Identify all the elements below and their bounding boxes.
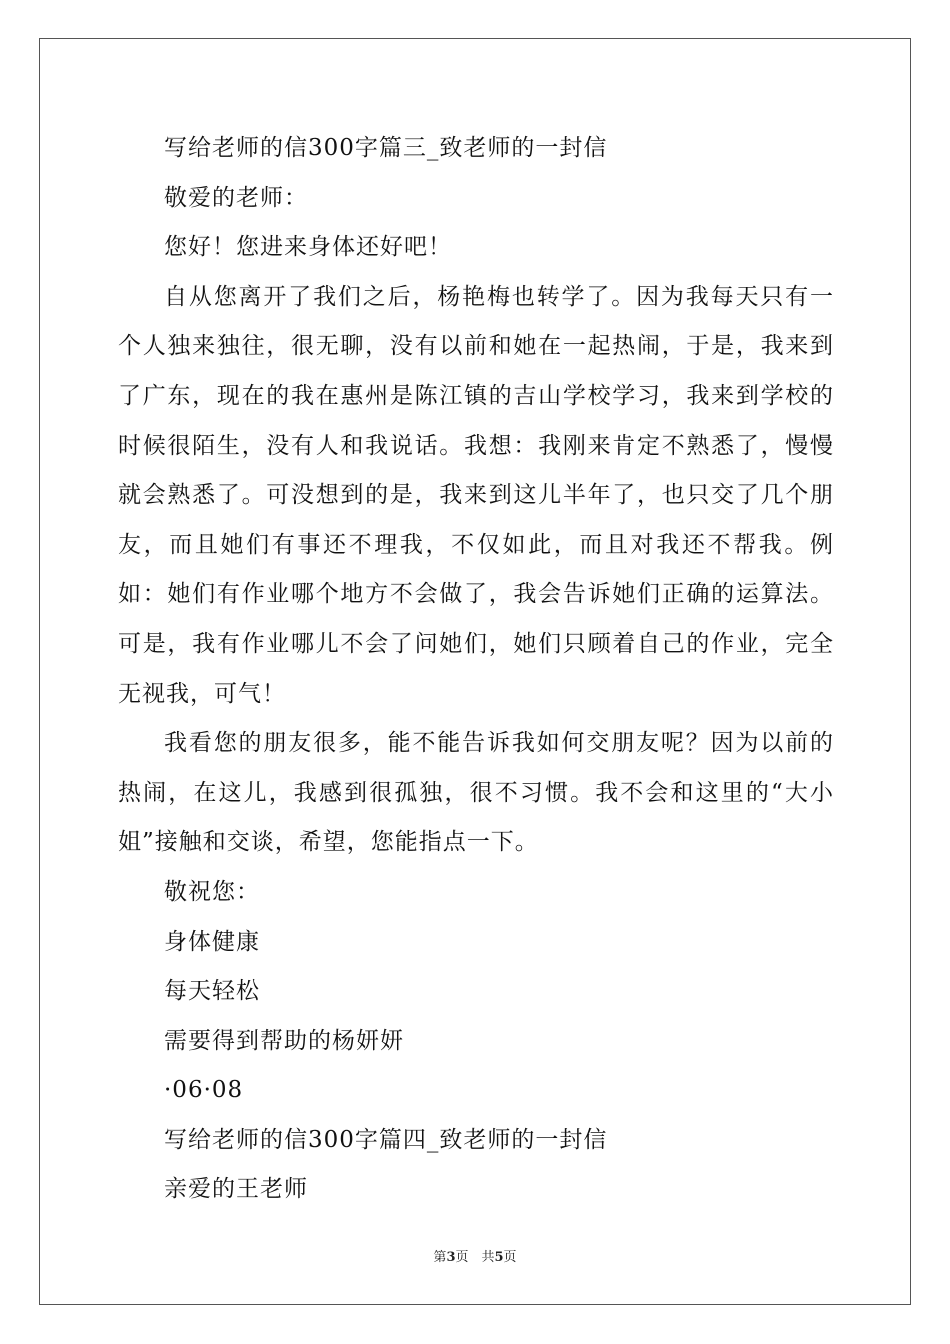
letter4-greeting: 亲爱的王老师: [164, 1176, 308, 1203]
document-body: [118, 124, 834, 1215]
letter3-wish-2: 每天轻松: [164, 978, 260, 1005]
letter3-greeting: 敬爱的老师：: [164, 184, 308, 211]
footer-middle: 页 共: [455, 1250, 495, 1265]
letter3-title: 写给老师的信300字篇三_致老师的一封信: [164, 135, 608, 161]
letter3-opening: 您好！您进来身体还好吧！: [164, 234, 452, 261]
letter3-paragraph-1: 自从您离开了我们之后，杨艳梅也转学了。因为我每天只有一个人独来独往，很无聊，没有以前和她在一起热闹，于是，我来到了广东，现在的我在惠州是陈江镇的吉山学校学习，我来到学校的时候很陌生，没有人和我说话。我想：我刚来肯定不熟悉了，慢慢就会熟悉了。可没想到的是，我来到这儿半年了，也只交了几个朋友，而且她们有事还不理我，不仅如此，而且对我还不帮我。例如：她们有作业哪个地方不会做了，我会告诉她们正确的运算法。可是，我有作业哪儿不会了问她们，她们只顾着自己的作业，完全无视我，可气！: [118, 283, 834, 707]
page-footer: [0, 1246, 950, 1265]
footer-total-pages: 5: [494, 1250, 504, 1265]
footer-prefix: 第: [433, 1250, 447, 1265]
footer-current-page: 3: [446, 1250, 456, 1265]
letter3-closing: 敬祝您：: [164, 878, 260, 905]
letter4-title: 写给老师的信300字篇四_致老师的一封信: [164, 1126, 608, 1153]
letter3-wish-1: 身体健康: [164, 928, 260, 955]
letter3-signature: 需要得到帮助的杨妍妍: [164, 1027, 404, 1054]
letter3-date: ·06·08: [164, 1077, 244, 1104]
letter3-paragraph-2: 我看您的朋友很多，能不能告诉我如何交朋友呢？因为以前的热闹，在这儿，我感到很孤独，很不习惯。我不会和这里的“大小姐”接触和交谈，希望，您能指点一下。: [118, 730, 834, 856]
footer-suffix: 页: [503, 1250, 517, 1265]
